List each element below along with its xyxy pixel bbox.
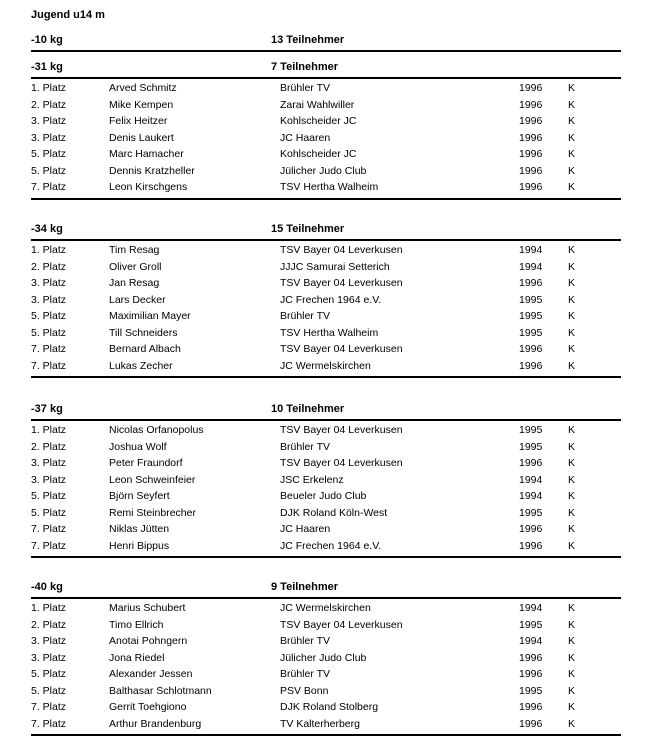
club-name: JSC Erkelenz xyxy=(280,473,344,486)
weight-class-label: -10 kg xyxy=(31,34,63,46)
athlete-name: Lars Decker xyxy=(109,293,166,306)
section-divider xyxy=(31,198,621,200)
club-name: Jülicher Judo Club xyxy=(280,651,367,664)
result-row xyxy=(31,490,621,506)
birth-year: 1996 xyxy=(519,82,543,94)
category-code: K xyxy=(568,181,576,193)
place-cell: 1. Platz xyxy=(31,82,67,94)
birth-year: 1996 xyxy=(519,457,543,469)
athlete-name: Marius Schubert xyxy=(109,602,186,614)
athlete-name: Mike Kempen xyxy=(109,98,174,111)
athlete-name: Denis Laukert xyxy=(109,131,174,144)
athlete-name: Bernard Albach xyxy=(109,343,181,355)
place-cell: 5. Platz xyxy=(31,684,67,697)
participant-count: 10 Teilnehmer xyxy=(271,403,345,415)
result-row xyxy=(31,619,621,635)
result-row xyxy=(31,261,621,277)
place-cell: 2. Platz xyxy=(31,260,67,273)
birth-year: 1996 xyxy=(519,164,543,177)
category-code: K xyxy=(568,277,576,289)
category-code: K xyxy=(568,98,576,111)
club-name: JJJC Samurai Setterich xyxy=(280,260,390,273)
club-name: JC Wermelskirchen xyxy=(280,359,371,372)
athlete-name: Arthur Brandenburg xyxy=(109,717,202,730)
birth-year: 1996 xyxy=(519,148,543,160)
weight-class-label: -31 kg xyxy=(31,61,63,73)
athlete-name: Timo Ellrich xyxy=(109,618,164,631)
category-code: K xyxy=(568,82,576,94)
birth-year: 1996 xyxy=(519,668,543,680)
result-row xyxy=(31,424,621,440)
place-cell: 7. Platz xyxy=(31,359,67,372)
category-code: K xyxy=(568,359,576,372)
place-cell: 3. Platz xyxy=(31,277,67,289)
club-name: JC Haaren xyxy=(280,523,331,535)
birth-year: 1996 xyxy=(519,717,543,730)
category-code: K xyxy=(568,701,576,713)
club-name: JC Haaren xyxy=(280,131,331,144)
weight-class-label: -40 kg xyxy=(31,581,63,593)
birth-year: 1996 xyxy=(519,359,543,372)
club-name: TSV Bayer 04 Leverkusen xyxy=(280,424,403,436)
birth-year: 1996 xyxy=(519,131,543,144)
club-name: Jülicher Judo Club xyxy=(280,164,367,177)
club-name: TSV Bayer 04 Leverkusen xyxy=(280,618,403,631)
club-name: TSV Bayer 04 Leverkusen xyxy=(280,457,403,469)
category-code: K xyxy=(568,310,576,322)
birth-year: 1995 xyxy=(519,293,543,306)
participant-count: 15 Teilnehmer xyxy=(271,223,345,235)
result-row xyxy=(31,310,621,326)
result-row xyxy=(31,82,621,98)
place-cell: 5. Platz xyxy=(31,326,67,339)
result-row xyxy=(31,457,621,473)
place-cell: 3. Platz xyxy=(31,293,67,306)
birth-year: 1995 xyxy=(519,506,543,519)
weight-class-header xyxy=(31,223,621,241)
birth-year: 1994 xyxy=(519,635,543,647)
result-row xyxy=(31,507,621,523)
birth-year: 1995 xyxy=(519,440,543,453)
section-divider xyxy=(31,556,621,558)
result-row xyxy=(31,523,621,539)
category-code: K xyxy=(568,326,576,339)
birth-year: 1994 xyxy=(519,490,543,502)
birth-year: 1996 xyxy=(519,181,543,193)
athlete-name: Alexander Jessen xyxy=(109,668,193,680)
result-row xyxy=(31,635,621,651)
result-row xyxy=(31,474,621,490)
place-cell: 3. Platz xyxy=(31,115,67,127)
athlete-name: Dennis Kratzheller xyxy=(109,164,195,177)
result-row xyxy=(31,668,621,684)
category-code: K xyxy=(568,539,576,552)
place-cell: 7. Platz xyxy=(31,717,67,730)
athlete-name: Jan Resag xyxy=(109,277,160,289)
athlete-name: Lukas Zecher xyxy=(109,359,173,372)
athlete-name: Peter Fraundorf xyxy=(109,457,183,469)
category-code: K xyxy=(568,424,576,436)
weight-class-label: -37 kg xyxy=(31,403,63,415)
athlete-name: Marc Hamacher xyxy=(109,148,184,160)
club-name: DJK Roland Stolberg xyxy=(280,701,379,713)
category-code: K xyxy=(568,293,576,306)
birth-year: 1995 xyxy=(519,684,543,697)
place-cell: 7. Platz xyxy=(31,343,67,355)
category-code: K xyxy=(568,684,576,697)
athlete-name: Oliver Groll xyxy=(109,260,162,273)
club-name: JC Frechen 1964 e.V. xyxy=(280,293,382,306)
athlete-name: Leon Schweinfeier xyxy=(109,473,196,486)
birth-year: 1996 xyxy=(519,523,543,535)
result-row xyxy=(31,244,621,260)
weight-class-header xyxy=(31,34,621,52)
place-cell: 3. Platz xyxy=(31,131,67,144)
club-name: TSV Hertha Walheim xyxy=(280,181,379,193)
athlete-name: Arved Schmitz xyxy=(109,82,177,94)
club-name: TSV Bayer 04 Leverkusen xyxy=(280,244,403,256)
participant-count: 9 Teilnehmer xyxy=(271,581,339,593)
category-code: K xyxy=(568,440,576,453)
place-cell: 5. Platz xyxy=(31,506,67,519)
place-cell: 1. Platz xyxy=(31,602,67,614)
athlete-name: Leon Kirschgens xyxy=(109,181,188,193)
weight-class-header xyxy=(31,61,621,79)
category-code: K xyxy=(568,717,576,730)
club-name: Brühler TV xyxy=(280,82,330,94)
category-code: K xyxy=(568,523,576,535)
birth-year: 1994 xyxy=(519,473,543,486)
place-cell: 5. Platz xyxy=(31,490,67,502)
result-row xyxy=(31,294,621,310)
participant-count: 7 Teilnehmer xyxy=(271,61,339,73)
result-row xyxy=(31,327,621,343)
result-row xyxy=(31,718,621,734)
document-title: Jugend u14 m xyxy=(31,9,105,21)
birth-year: 1995 xyxy=(519,424,543,436)
place-cell: 2. Platz xyxy=(31,98,67,111)
athlete-name: Felix Heitzer xyxy=(109,115,168,127)
birth-year: 1995 xyxy=(519,310,543,322)
athlete-name: Remi Steinbrecher xyxy=(109,506,196,519)
place-cell: 3. Platz xyxy=(31,635,67,647)
birth-year: 1996 xyxy=(519,98,543,111)
athlete-name: Anotai Pohngern xyxy=(109,635,188,647)
category-code: K xyxy=(568,343,576,355)
category-code: K xyxy=(568,131,576,144)
club-name: Brühler TV xyxy=(280,668,330,680)
club-name: Zarai Wahlwiller xyxy=(280,98,355,111)
club-name: Kohlscheider JC xyxy=(280,115,357,127)
birth-year: 1995 xyxy=(519,326,543,339)
category-code: K xyxy=(568,244,576,256)
club-name: JC Wermelskirchen xyxy=(280,602,371,614)
place-cell: 1. Platz xyxy=(31,424,67,436)
athlete-name: Gerrit Toehgiono xyxy=(109,701,187,713)
club-name: PSV Bonn xyxy=(280,684,329,697)
place-cell: 5. Platz xyxy=(31,164,67,177)
category-code: K xyxy=(568,668,576,680)
result-row xyxy=(31,343,621,359)
category-code: K xyxy=(568,115,576,127)
club-name: TSV Bayer 04 Leverkusen xyxy=(280,343,403,355)
place-cell: 1. Platz xyxy=(31,244,67,256)
result-row xyxy=(31,540,621,556)
birth-year: 1996 xyxy=(519,115,543,127)
result-row xyxy=(31,132,621,148)
club-name: JC Frechen 1964 e.V. xyxy=(280,539,382,552)
club-name: Brühler TV xyxy=(280,310,330,322)
place-cell: 7. Platz xyxy=(31,539,67,552)
result-row xyxy=(31,652,621,668)
category-code: K xyxy=(568,148,576,160)
result-row xyxy=(31,165,621,181)
birth-year: 1994 xyxy=(519,602,543,614)
category-code: K xyxy=(568,164,576,177)
result-row xyxy=(31,360,621,376)
athlete-name: Maximilian Mayer xyxy=(109,310,191,322)
club-name: Kohlscheider JC xyxy=(280,148,357,160)
result-row xyxy=(31,602,621,618)
birth-year: 1996 xyxy=(519,539,543,552)
club-name: TSV Bayer 04 Leverkusen xyxy=(280,277,403,289)
weight-class-header xyxy=(31,581,621,599)
place-cell: 3. Platz xyxy=(31,651,67,664)
birth-year: 1996 xyxy=(519,343,543,355)
place-cell: 3. Platz xyxy=(31,457,67,469)
place-cell: 5. Platz xyxy=(31,148,67,160)
category-code: K xyxy=(568,490,576,502)
club-name: TSV Hertha Walheim xyxy=(280,326,379,339)
participant-count: 13 Teilnehmer xyxy=(271,34,345,46)
result-row xyxy=(31,181,621,197)
weight-class-header xyxy=(31,403,621,421)
section-divider xyxy=(31,376,621,378)
place-cell: 2. Platz xyxy=(31,440,67,453)
place-cell: 5. Platz xyxy=(31,310,67,322)
result-row xyxy=(31,701,621,717)
place-cell: 2. Platz xyxy=(31,618,67,631)
club-name: Brühler TV xyxy=(280,635,330,647)
category-code: K xyxy=(568,635,576,647)
athlete-name: Niklas Jütten xyxy=(109,523,170,535)
weight-class-label: -34 kg xyxy=(31,223,63,235)
place-cell: 7. Platz xyxy=(31,181,67,193)
place-cell: 7. Platz xyxy=(31,523,67,535)
club-name: Brühler TV xyxy=(280,440,330,453)
category-code: K xyxy=(568,457,576,469)
result-row xyxy=(31,441,621,457)
club-name: DJK Roland Köln-West xyxy=(280,506,388,519)
category-code: K xyxy=(568,651,576,664)
athlete-name: Tim Resag xyxy=(109,244,160,256)
place-cell: 7. Platz xyxy=(31,701,67,713)
result-row xyxy=(31,115,621,131)
category-code: K xyxy=(568,260,576,273)
athlete-name: Till Schneiders xyxy=(109,326,178,339)
athlete-name: Joshua Wolf xyxy=(109,440,167,453)
section-divider xyxy=(31,734,621,736)
birth-year: 1996 xyxy=(519,277,543,289)
birth-year: 1994 xyxy=(519,260,543,273)
athlete-name: Nicolas Orfanopolus xyxy=(109,424,204,436)
athlete-name: Jona Riedel xyxy=(109,651,165,664)
category-code: K xyxy=(568,602,576,614)
category-code: K xyxy=(568,506,576,519)
result-row xyxy=(31,277,621,293)
club-name: TV Kalterherberg xyxy=(280,717,360,730)
athlete-name: Henri Bippus xyxy=(109,539,170,552)
athlete-name: Balthasar Schlotmann xyxy=(109,684,212,697)
place-cell: 5. Platz xyxy=(31,668,67,680)
result-row xyxy=(31,148,621,164)
place-cell: 3. Platz xyxy=(31,473,67,486)
athlete-name: Björn Seyfert xyxy=(109,490,170,502)
birth-year: 1996 xyxy=(519,651,543,664)
club-name: Beueler Judo Club xyxy=(280,490,367,502)
category-code: K xyxy=(568,618,576,631)
birth-year: 1995 xyxy=(519,618,543,631)
birth-year: 1994 xyxy=(519,244,543,256)
result-row xyxy=(31,685,621,701)
birth-year: 1996 xyxy=(519,701,543,713)
category-code: K xyxy=(568,473,576,486)
result-row xyxy=(31,99,621,115)
